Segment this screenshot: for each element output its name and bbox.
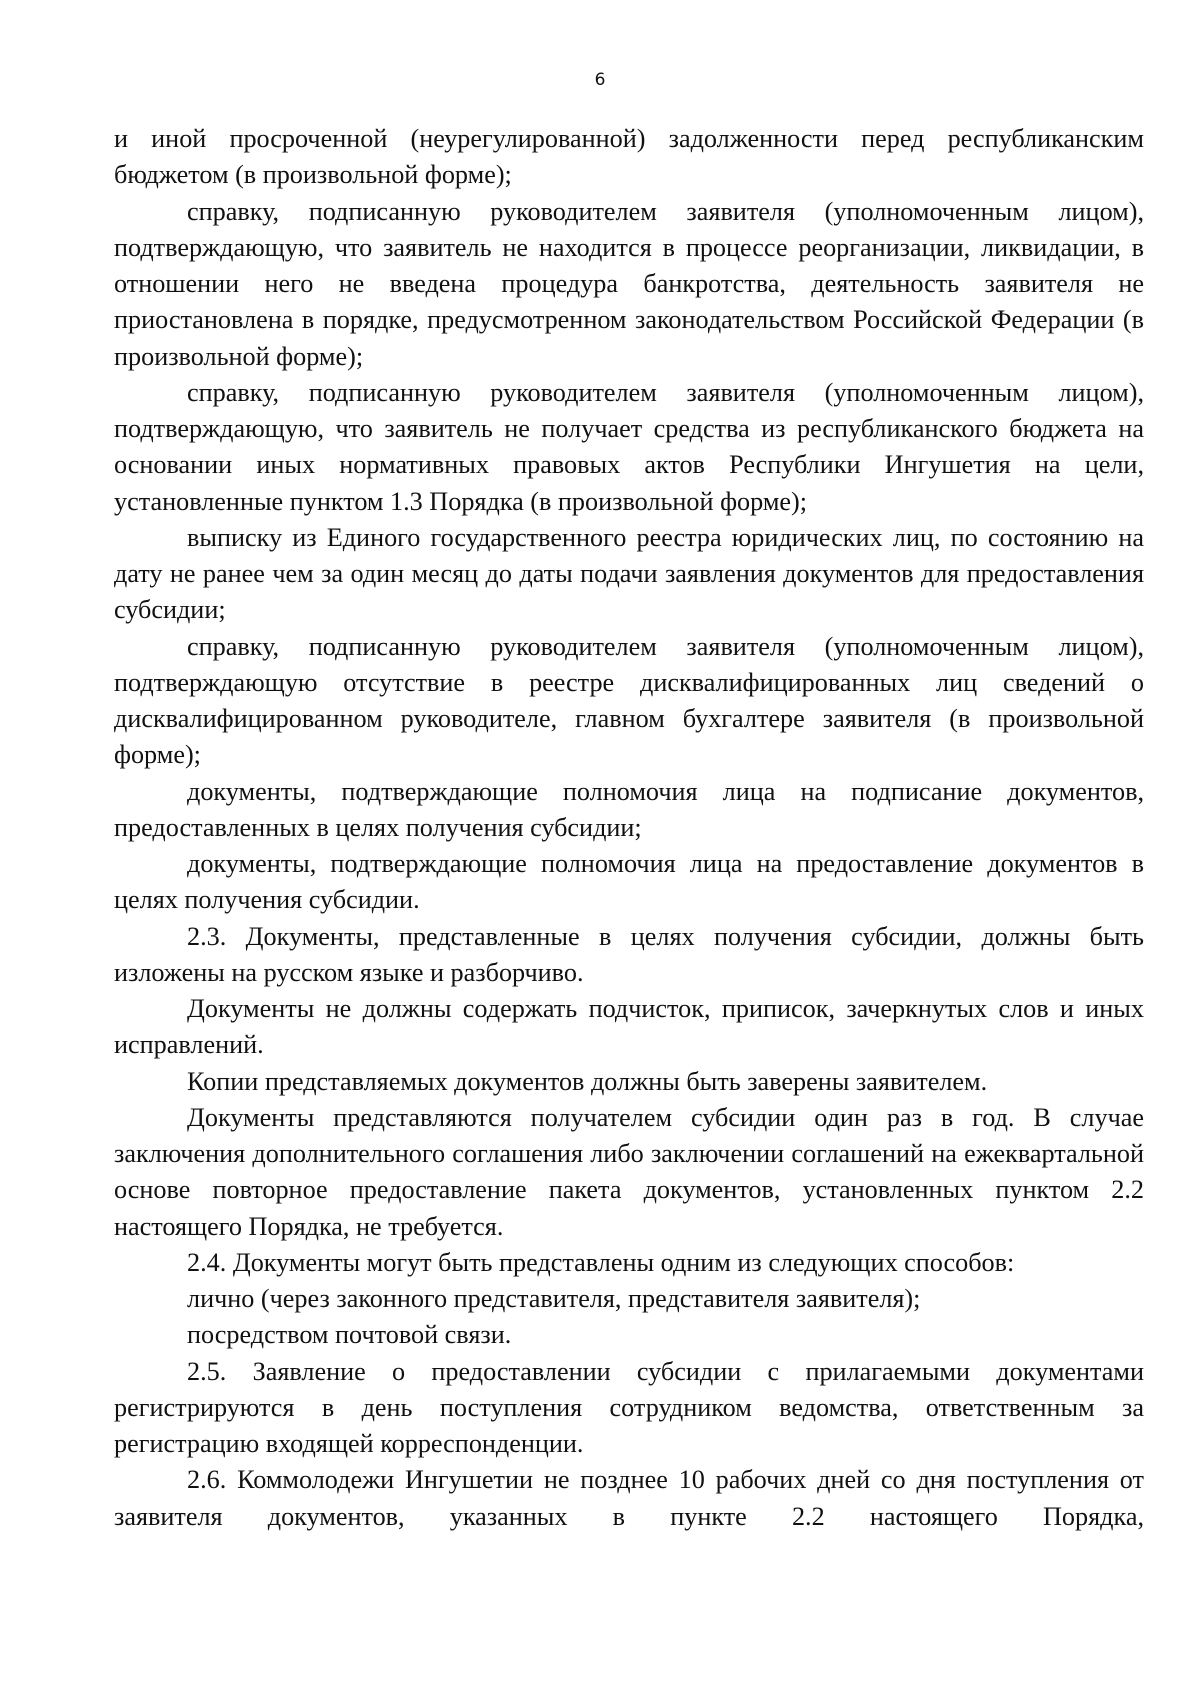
paragraph: документы, подтверждающие полномочия лица на подписание документов, предоставленных в целях получения субсидии; bbox=[114, 776, 1144, 842]
paragraph: 2.5. Заявление о предоставлении субсидии с прилагаемыми документами регистрируются в день поступления сотрудником ведомства, ответственным за регистрацию входящей корреспонденции. bbox=[114, 1356, 1144, 1458]
paragraph: Копии представляемых документов должны быть заверены заявителем. bbox=[187, 1066, 988, 1096]
paragraph: посредством почтовой связи. bbox=[187, 1320, 512, 1350]
paragraph: справку, подписанную руководителем заявителя (уполномоченным лицом), подтверждающую, что заявитель не находится в процессе реорганизации, ликвидации, в отношении него не введена процедура банкротства, деятельность заявителя не приостановлена в порядке, предусмотренном законодательством Российской Федерации (в произвольной форме); bbox=[114, 196, 1144, 371]
paragraph: и иной просроченной (неурегулированной) задолженности перед республиканским бюджетом (в произвольной форме); bbox=[114, 124, 1144, 190]
paragraph: лично (через законного представителя, представителя заявителя); bbox=[187, 1284, 921, 1313]
paragraph: справку, подписанную руководителем заявителя (уполномоченным лицом), подтверждающую, что заявитель не получает средства из республиканского бюджета на основании иных нормативных правовых актов Республики Ингушетия на цели, установленные пунктом 1.3 Порядка (в произвольной форме); bbox=[114, 377, 1144, 516]
paragraph: выписку из Единого государственного реестра юридических лиц, по состоянию на дату не ранее чем за один месяц до даты подачи заявления документов для предоставления субсидии; bbox=[114, 522, 1144, 625]
paragraph: Документы не должны содержать подчисток, приписок, зачеркнутых слов и иных исправлений. bbox=[114, 994, 1144, 1060]
paragraph: документы, подтверждающие полномочия лица на предоставление документов в целях получения субсидии. bbox=[114, 849, 1144, 915]
paragraph: справку, подписанную руководителем заявителя (уполномоченным лицом), подтверждающую отсутствие в реестре дисквалифицированных лиц сведений о дисквалифицированном руководителе, главном бухгалтере заявителя (в произвольной форме); bbox=[114, 631, 1144, 770]
document-body bbox=[114, 121, 1144, 1535]
paragraph: 2.3. Документы, представленные в целях получения субсидии, должны быть изложены на русском языке и разборчиво. bbox=[114, 921, 1144, 987]
paragraph: 2.4. Документы могут быть представлены одним из следующих способов: bbox=[187, 1247, 1015, 1277]
page-number: 6 bbox=[594, 70, 606, 90]
paragraph: Документы представляются получателем субсидии один раз в год. В случае заключения дополнительного соглашения либо заключении соглашений на ежеквартальной основе повторное предоставление пакета документов, установленных пунктом 2.2 настоящего Порядка, не требуется. bbox=[114, 1102, 1144, 1241]
paragraph: 2.6. Коммолодежи Ингушетии не позднее 10 рабочих дней со дня поступления от заявителя документов, указанных в пункте 2.2 настоящего Порядка, bbox=[114, 1465, 1144, 1531]
